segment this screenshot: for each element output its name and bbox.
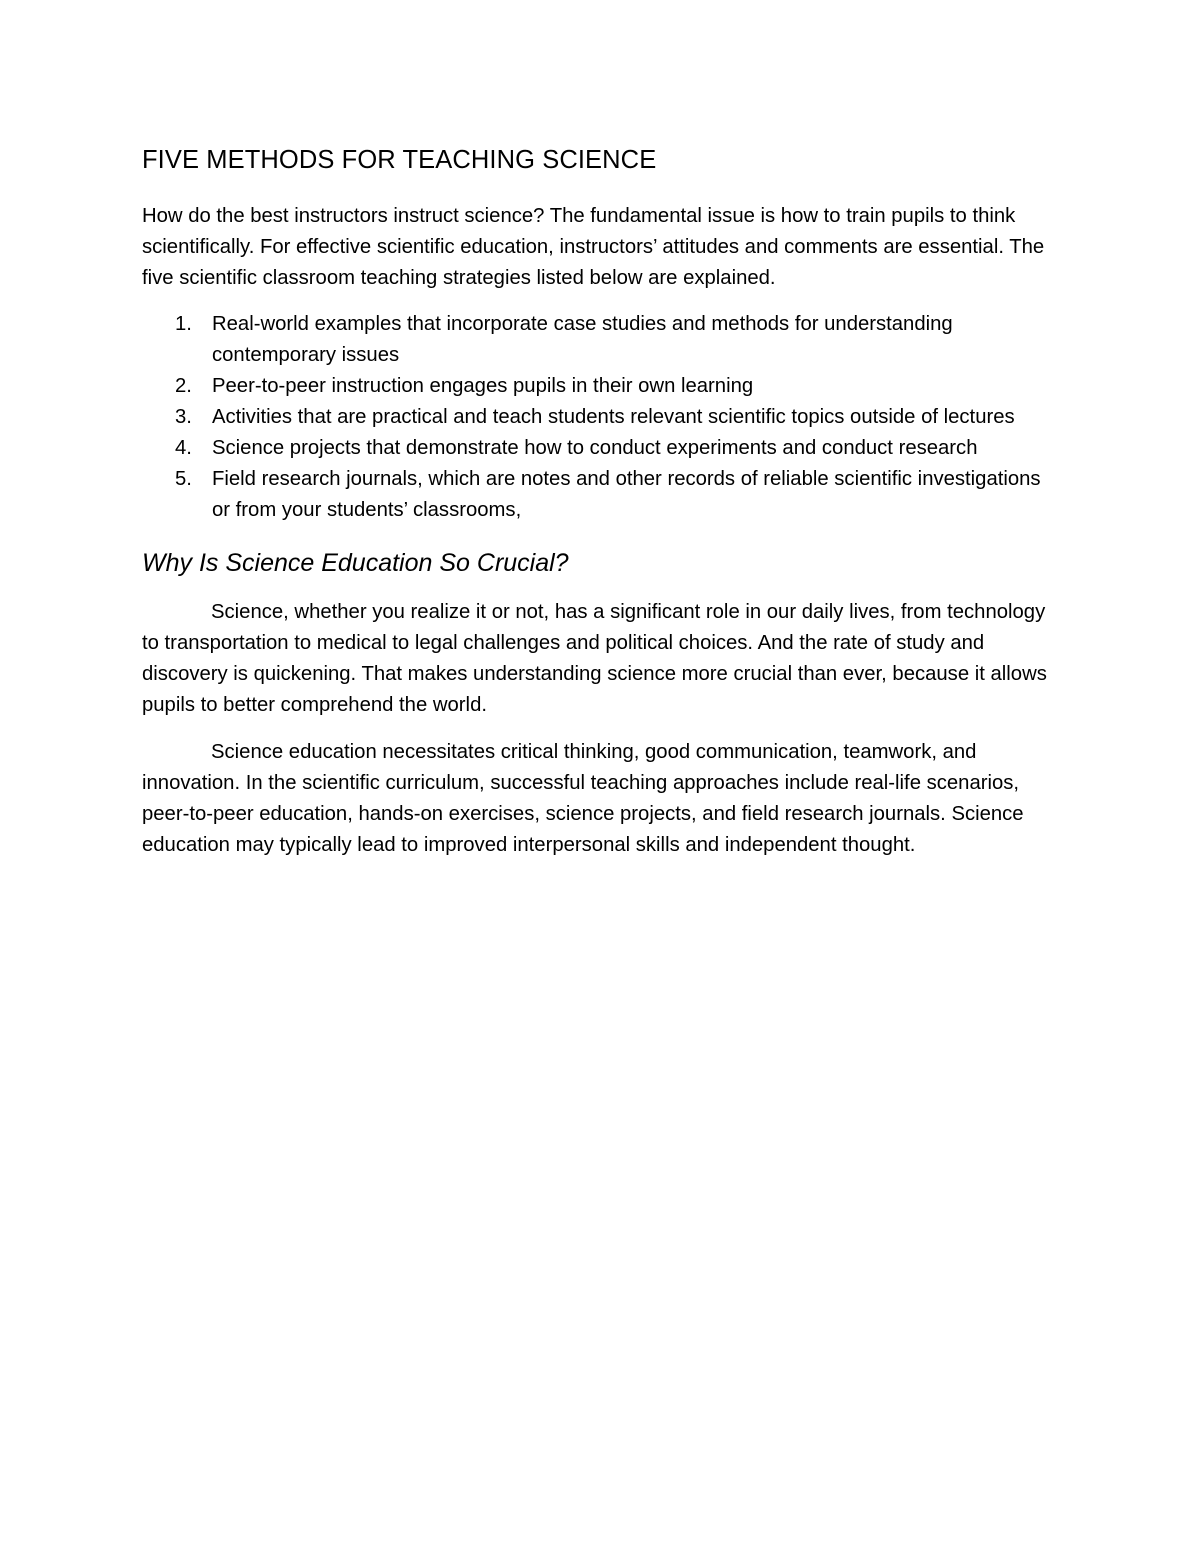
list-item bbox=[142, 309, 1062, 371]
list-item-number: 4. bbox=[175, 437, 192, 459]
body-paragraph: Science education necessitates critical thinking, good communication, teamwork, and innovation. In the scientific curriculum, successful teaching approaches include real-life scenarios, peer-to-peer education, hands-on exercises, science projects, and field research journals. Science education may typically lead to improved interpersonal skills and independent thought. bbox=[142, 741, 1024, 856]
list-item-text: Activities that are practical and teach students relevant scientific topics outside of lectures bbox=[212, 406, 1015, 428]
methods-list bbox=[142, 309, 1062, 526]
document-content bbox=[142, 143, 1062, 861]
list-item-text: Real-world examples that incorporate case studies and methods for understanding contemporary issues bbox=[212, 313, 953, 366]
list-item-text: Peer-to-peer instruction engages pupils in their own learning bbox=[212, 375, 754, 397]
list-item-text: Field research journals, which are notes and other records of reliable scientific investigations or from your students’ classrooms, bbox=[212, 468, 1041, 521]
list-item bbox=[142, 464, 1062, 526]
body-paragraph: Science, whether you realize it or not, has a significant role in our daily lives, from technology to transportation to medical to legal challenges and political choices. And the rate of study and discovery is quickening. That makes understanding science more crucial than ever, because it allows pupils to better comprehend the world. bbox=[142, 601, 1047, 716]
intro-paragraph: How do the best instructors instruct science? The fundamental issue is how to train pupils to think scientifically. For effective scientific education, instructors’ attitudes and comments are essential. The five scientific classroom teaching strategies listed below are explained. bbox=[142, 205, 1045, 289]
list-item-text: Science projects that demonstrate how to conduct experiments and conduct research bbox=[212, 437, 978, 459]
list-item-number: 3. bbox=[175, 406, 192, 428]
list-item bbox=[142, 402, 1062, 433]
list-item-number: 1. bbox=[175, 313, 192, 335]
list-item-number: 2. bbox=[175, 375, 192, 397]
section-heading: Why Is Science Education So Crucial? bbox=[142, 549, 569, 577]
list-item bbox=[142, 371, 1062, 402]
list-item-number: 5. bbox=[175, 468, 192, 490]
document-title: FIVE METHODS FOR TEACHING SCIENCE bbox=[142, 146, 657, 174]
list-item bbox=[142, 433, 1062, 464]
